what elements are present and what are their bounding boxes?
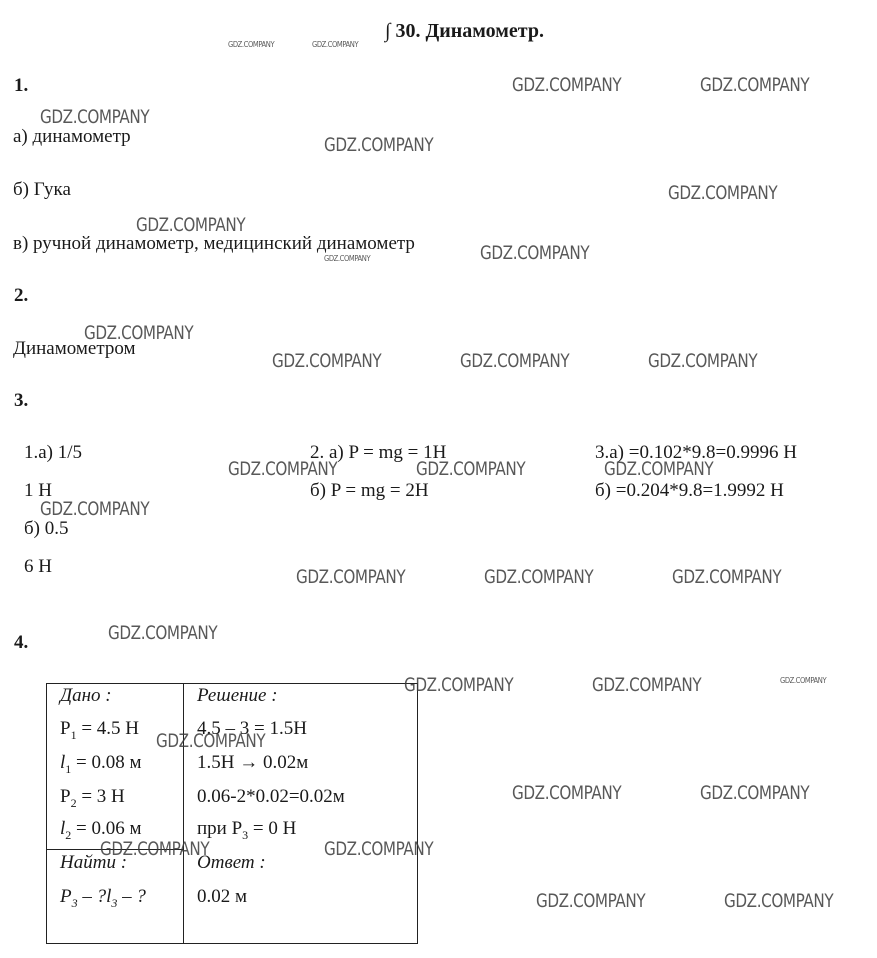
- watermark: GDZ.COMPANY: [648, 350, 758, 372]
- section-3-col3-line1: 3.а) =0.102*9.8=0.9996 Н: [595, 442, 797, 463]
- watermark: GDZ.COMPANY: [156, 730, 266, 752]
- section-3-col1-line2: 1 Н: [24, 480, 52, 501]
- watermark: GDZ.COMPANY: [324, 838, 434, 860]
- section-3-col2-line1: 2. а) P = mg = 1Н: [310, 442, 447, 463]
- page-title: ∫ 30. Динамометр.: [385, 20, 544, 42]
- watermark: GDZ.COMPANY: [40, 498, 150, 520]
- watermark: GDZ.COMPANY: [668, 182, 778, 204]
- section-3-col1-line1: 1.а) 1/5: [24, 442, 83, 463]
- section-3-col2-line2: б) P = mg = 2Н: [310, 480, 429, 501]
- section-1-answer-c: в) ручной динамометр, медицинский динамометр: [13, 233, 415, 254]
- watermark: GDZ.COMPANY: [780, 676, 827, 685]
- section-3-number: 3.: [14, 390, 29, 411]
- watermark: GDZ.COMPANY: [108, 622, 218, 644]
- section-3-col1-line3: б) 0.5: [24, 518, 69, 539]
- watermark: GDZ.COMPANY: [40, 106, 150, 128]
- find-line: $P_3$ – $?l_3$ – ?: [60, 886, 146, 910]
- watermark: GDZ.COMPANY: [136, 214, 246, 236]
- solution-line-2: 1.5Н → 0.02м: [197, 752, 309, 773]
- watermark: GDZ.COMPANY: [84, 322, 194, 344]
- watermark: GDZ.COMPANY: [460, 350, 570, 372]
- watermark: GDZ.COMPANY: [536, 890, 646, 912]
- find-header: Найти :: [60, 852, 128, 873]
- section-2-number: 2.: [14, 285, 29, 306]
- watermark: GDZ.COMPANY: [324, 134, 434, 156]
- given-line-1: $P_1 = 4.5$ Н: [60, 718, 140, 742]
- watermark: GDZ.COMPANY: [484, 566, 594, 588]
- watermark: GDZ.COMPANY: [700, 74, 810, 96]
- watermark: GDZ.COMPANY: [672, 566, 782, 588]
- watermark: GDZ.COMPANY: [296, 566, 406, 588]
- solution-line-3: 0.06-2*0.02=0.02м: [197, 786, 345, 807]
- answer-line: 0.02 м: [197, 886, 248, 907]
- watermark: GDZ.COMPANY: [592, 674, 702, 696]
- section-1-answer-a: а) динамометр: [13, 126, 131, 147]
- watermark: GDZ.COMPANY: [700, 782, 810, 804]
- section-2-answer: Динамометром: [13, 338, 136, 359]
- watermark: GDZ.COMPANY: [228, 458, 338, 480]
- table-column-divider: [183, 683, 184, 943]
- watermark: GDZ.COMPANY: [312, 40, 359, 49]
- section-4-number: 4.: [14, 632, 29, 653]
- watermark: GDZ.COMPANY: [416, 458, 526, 480]
- answer-header: Ответ :: [197, 852, 266, 873]
- solution-line-4: при $P_3 = 0$ Н: [197, 818, 297, 842]
- watermark: GDZ.COMPANY: [404, 674, 514, 696]
- given-header: Дано :: [60, 685, 112, 706]
- watermark: GDZ.COMPANY: [228, 40, 275, 49]
- section-3-col3-line2: б) =0.204*9.8=1.9992 Н: [595, 480, 784, 501]
- watermark: GDZ.COMPANY: [324, 254, 371, 263]
- given-line-3: $P_2 = 3$ Н: [60, 786, 125, 810]
- watermark: GDZ.COMPANY: [100, 838, 210, 860]
- watermark: GDZ.COMPANY: [512, 74, 622, 96]
- section-1-number: 1.: [14, 75, 29, 96]
- section-3-col1-line4: 6 Н: [24, 556, 52, 577]
- given-line-4: $l_2 = 0.06$ м: [60, 818, 142, 842]
- watermark: GDZ.COMPANY: [512, 782, 622, 804]
- solution-header: Решение :: [197, 685, 278, 706]
- watermark: GDZ.COMPANY: [272, 350, 382, 372]
- solution-line-1: 4.5 – 3 = 1.5Н: [197, 718, 307, 739]
- watermark: GDZ.COMPANY: [724, 890, 834, 912]
- watermark: GDZ.COMPANY: [604, 458, 714, 480]
- given-line-2: $l_1 = 0.08$ м: [60, 752, 142, 776]
- section-1-answer-b: б) Гука: [13, 179, 71, 200]
- watermark: GDZ.COMPANY: [480, 242, 590, 264]
